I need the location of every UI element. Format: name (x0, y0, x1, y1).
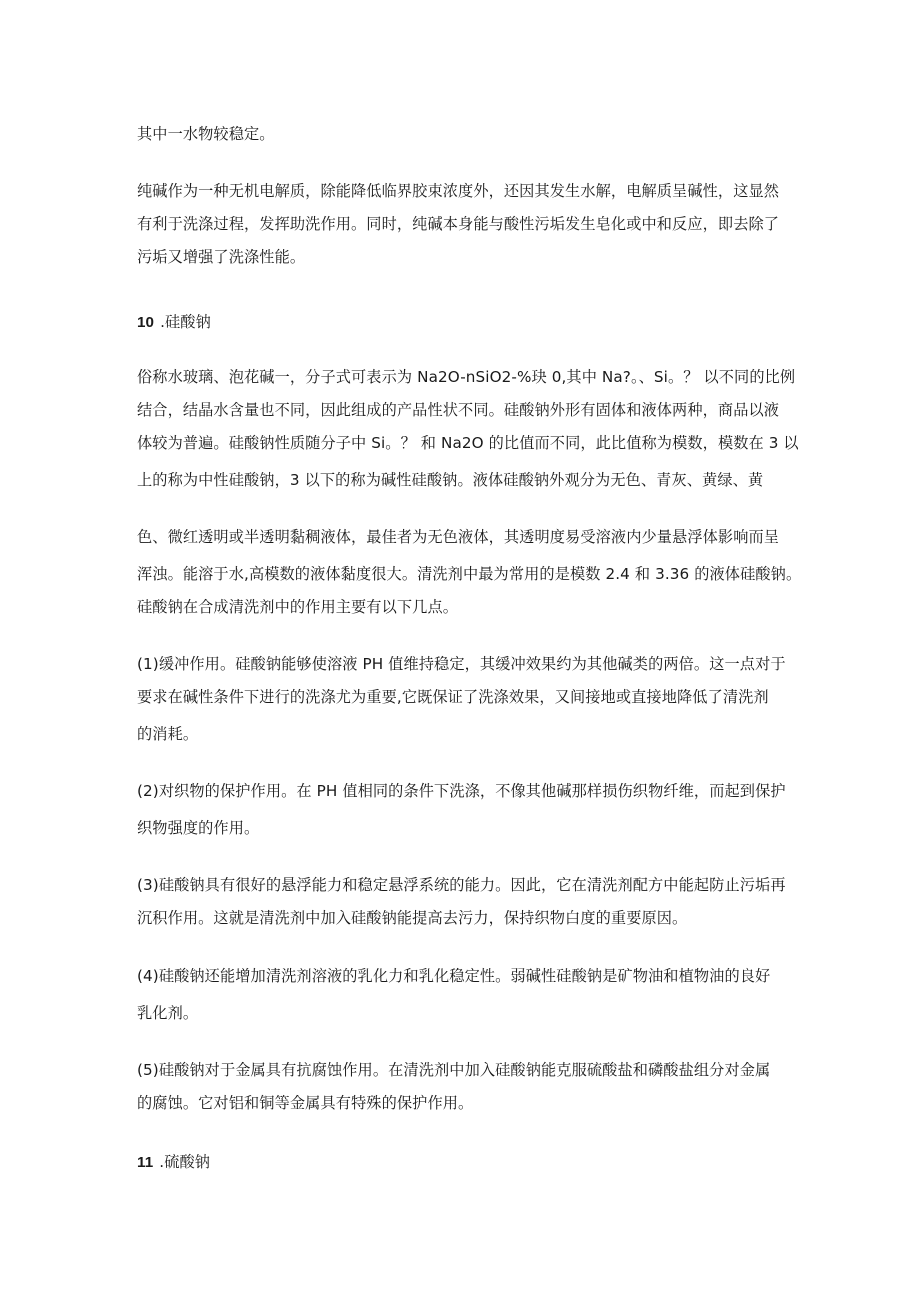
point-2-line-2: 织物强度的作用。 (137, 819, 260, 837)
silicate-paragraph2-line-1: 色、微红透明或半透明黏稠液体，最佳者为无色液体，其透明度易受溶液内少量悬浮体影响而呈 (137, 528, 780, 546)
silicate-paragraph-line-3: 体较为普遍。硅酸钠性质随分子中 Si。？ 和 Na2O 的比值而不同，此比值称为模数，模数在 3 以 (137, 434, 799, 452)
soda-paragraph-line-2: 有利于洗涤过程，发挥助洗作用。同时，纯碱本身能与酸性污垢发生皂化或中和反应，即去除了 (137, 215, 780, 233)
section-10-number: 10 (137, 314, 155, 331)
silicate-paragraph2-line-2: 浑浊。能溶于水,高模数的液体黏度很大。清洗剂中最为常用的是模数 2.4 和 3.36 的液体硅酸钠。 (137, 565, 802, 583)
point-1-line-2: 要求在碱性条件下进行的洗涤尤为重要,它既保证了洗涤效果，又间接地或直接地降低了清洗剂 (137, 688, 769, 706)
silicate-paragraph-line-2: 结合，结晶水含量也不同，因此组成的产品性状不同。硅酸钠外形有固体和液体两种，商品以液 (137, 401, 780, 419)
point-5-line-1: (5)硅酸钠对于金属具有抗腐蚀作用。在清洗剂中加入硅酸钠能克服硫酸盐和磷酸盐组分对金属 (137, 1061, 771, 1079)
point-1-line-1: (1)缓冲作用。硅酸钠能够使溶液 PH 值维持稳定，其缓冲效果约为其他碱类的两倍。这一点对于 (137, 655, 786, 673)
section-11-title: .硫酸钠 (159, 1153, 211, 1171)
silicate-paragraph-line-4: 上的称为中性硅酸钠，3 以下的称为碱性硅酸钠。液体硅酸钠外观分为无色、青灰、黄绿、黄 (137, 471, 764, 489)
point-4-line-1: (4)硅酸钠还能增加清洗剂溶液的乳化力和乳化稳定性。弱碱性硅酸钠是矿物油和植物油的良好 (137, 967, 771, 985)
point-2-line-1: (2)对织物的保护作用。在 PH 值相同的条件下洗涤，不像其他碱那样损伤织物纤维，而起到保护 (137, 782, 786, 800)
point-3-line-2: 沉积作用。这就是清洗剂中加入硅酸钠能提高去污力，保持织物白度的重要原因。 (137, 909, 688, 927)
silicate-paragraph-line-1: 俗称水玻璃、泡花碱一，分子式可表示为 Na2O-nSiO2-%玦 0,其中 Na?。、Si。？ 以不同的比例 (137, 368, 796, 386)
point-5-line-2: 的腐蚀。它对铝和铜等金属具有特殊的保护作用。 (137, 1094, 474, 1112)
point-4-line-2: 乳化剂。 (137, 1004, 199, 1022)
intro-line: 其中一水物较稳定。 (137, 125, 275, 143)
point-1-line-3: 的消耗。 (137, 725, 199, 743)
section-10-heading (137, 312, 211, 333)
section-11-number: 11 (137, 1154, 154, 1171)
section-11-heading (137, 1152, 210, 1173)
soda-paragraph-line-1: 纯碱作为一种无机电解质，除能降低临界胶束浓度外，还因其发生水解，电解质呈碱性，这显然 (137, 182, 780, 200)
point-3-line-1: (3)硅酸钠具有很好的悬浮能力和稳定悬浮系统的能力。因此，它在清洗剂配方中能起防止污垢再 (137, 876, 786, 894)
silicate-paragraph2-line-3: 硅酸钠在合成清洗剂中的作用主要有以下几点。 (137, 598, 459, 616)
section-10-title: .硅酸钠 (160, 313, 211, 331)
soda-paragraph-line-3: 污垢又增强了洗涤性能。 (137, 248, 306, 266)
